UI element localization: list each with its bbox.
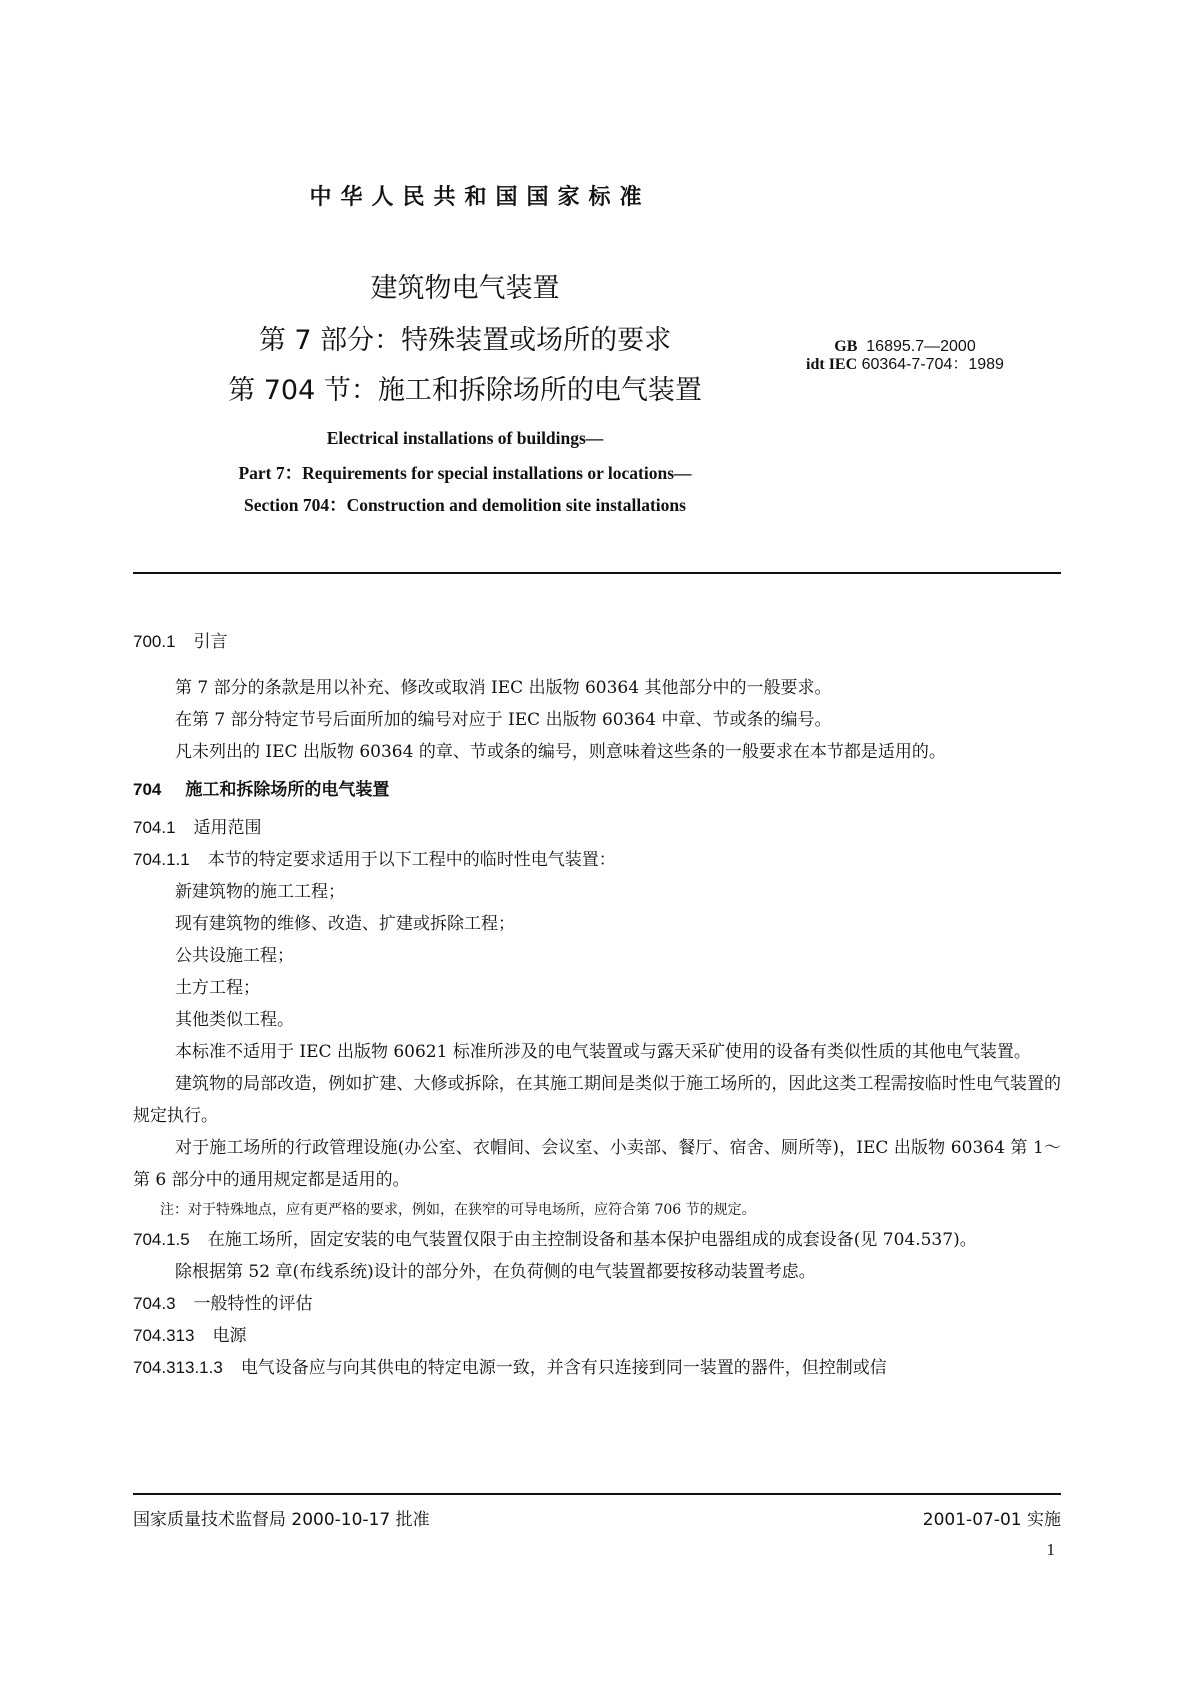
scope-paragraph-1: 本标准不适用于 IEC 出版物 60621 标准所涉及的电气装置或与露天采矿使用的设备有类似性质的其他电气装置。 [175,1042,1031,1062]
title-en-line-3: Section 704：Construction and demolition site installations [244,495,686,515]
title-cn-line-3: 第 704 节：施工和拆除场所的电气装置 [228,375,702,406]
scope-paragraph-2: 建筑物的局部改造，例如扩建、大修或拆除，在其施工期间是类似于施工场所的，因此这类工程需按临时性电气装置的规定执行。 [133,1074,1061,1126]
section-heading-704-1: 704.1 适用范围 [133,818,262,838]
section-heading-704-313: 704.313 电源 [133,1326,247,1346]
title-en-line-2: Part 7：Requirements for special installations or locations— [238,463,692,483]
equivalence-prefix: idt IEC [806,356,858,373]
approval-line: 国家质量技术监督局 2000-10-17 批准 [133,1510,430,1530]
title-cn-line-1: 建筑物电气装置 [370,273,560,304]
clause-704-313-1-3: 704.313.1.3 电气设备应与向其供电的特定电源一致，并含有只连接到同一装置的器件，但控制或信 [133,1358,887,1378]
national-standard-heading: 中华人民共和国国家标准 [309,185,651,210]
clause-704-1-5-paragraph: 除根据第 52 章(布线系统)设计的部分外，在负荷侧的电气装置都要按移动装置考虑。 [175,1262,816,1282]
intro-paragraph-2: 在第 7 部分特定节号后面所加的编号对应于 IEC 出版物 60364 中章、节或条的编号。 [175,710,832,730]
title-cn-line-2: 第 7 部分：特殊装置或场所的要求 [258,325,672,356]
scope-paragraph-3: 对于施工场所的行政管理设施(办公室、衣帽间、会议室、小卖部、餐厅、宿舍、厕所等)，IEC 出版物 60364 第 1～第 6 部分中的通用规定都是适用的。 [133,1138,1061,1190]
document-body [133,626,1061,1384]
intro-paragraph-3: 凡未列出的 IEC 出版物 60364 的章、节或条的编号，则意味着这些条的一般要求在本节都是适用的。 [175,742,946,762]
section-heading-700-1: 700.1 引言 [133,632,228,652]
note: 注：对于特殊地点，应有更严格的要求，例如，在狭窄的可导电场所，应符合第 706 节的规定。 [160,1202,756,1218]
section-heading-704: 704 施工和拆除场所的电气装置 [133,780,390,800]
page-number: 1 [1046,1540,1055,1559]
section-heading-704-3: 704.3 一般特性的评估 [133,1294,313,1314]
scope-item: 土方工程； [175,978,260,998]
footer-divider [133,1493,1061,1495]
implementation-date: 2001-07-01 实施 [922,1510,1061,1530]
equivalence-number: 60364-7-704：1989 [861,356,1004,373]
intro-paragraph-1: 第 7 部分的条款是用以补充、修改或取消 IEC 出版物 60364 其他部分中的一般要求。 [175,678,832,698]
standard-number-block [780,338,1030,374]
scope-item: 现有建筑物的维修、改造、扩建或拆除工程； [175,914,515,934]
scope-item: 新建筑物的施工工程； [175,882,345,902]
standard-prefix: GB [834,338,858,355]
header-divider [133,572,1061,574]
title-en-line-1: Electrical installations of buildings— [326,428,604,448]
scope-item: 其他类似工程。 [175,1010,294,1030]
clause-704-1-1: 704.1.1 本节的特定要求适用于以下工程中的临时性电气装置： [133,850,616,870]
clause-704-1-5: 704.1.5 在施工场所，固定安装的电气装置仅限于由主控制设备和基本保护电器组成的成套设备(见 704.537)。 [133,1230,977,1250]
standard-number: 16895.7—2000 [866,338,976,355]
scope-item: 公共设施工程； [175,946,294,966]
